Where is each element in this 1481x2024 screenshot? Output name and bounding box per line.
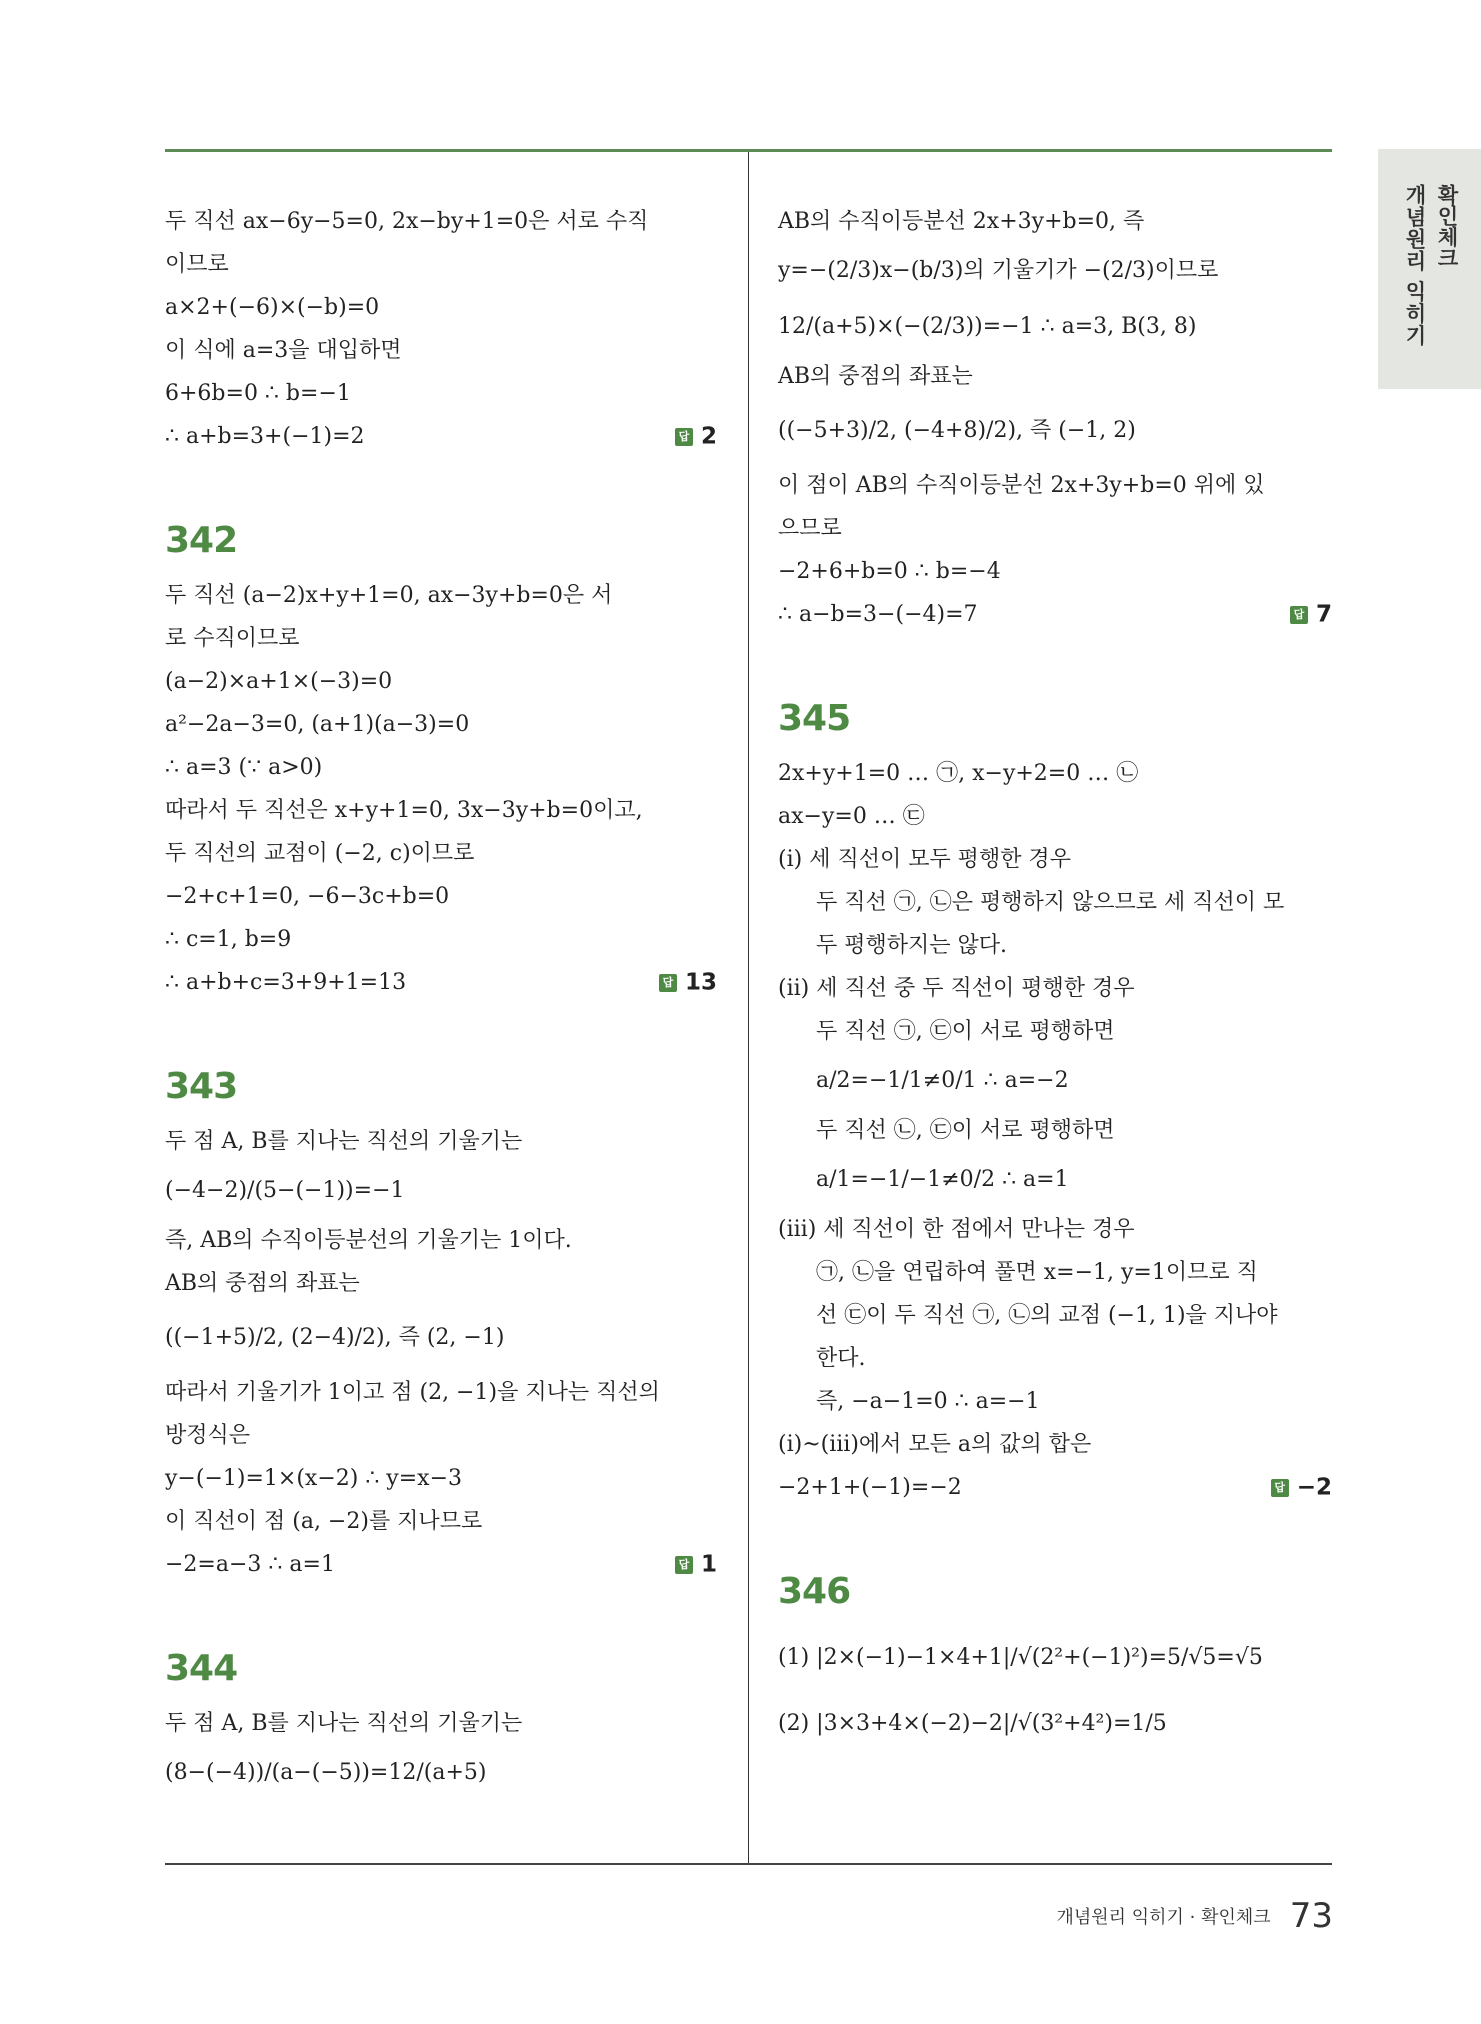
line-text: −2=a−3 ∴ a=1 — [165, 1552, 335, 1577]
solution-line — [778, 1152, 1332, 1208]
line-text: y=−(2/3)x−(b/3)의 기울기가 −(2/3)이므로 — [778, 258, 1219, 283]
line-text: 이 직선이 점 (a, −2)를 지나므로 — [165, 1509, 483, 1534]
side-tab — [1378, 149, 1481, 389]
solution-line — [165, 617, 717, 660]
section-gap — [165, 1586, 717, 1636]
solution-line — [165, 1262, 717, 1305]
solution-line — [165, 1219, 717, 1262]
solution-line — [778, 1625, 1332, 1691]
section-gap — [165, 1004, 717, 1054]
answer-mark-icon: 답 — [1271, 1479, 1289, 1497]
solution-line — [165, 574, 717, 617]
line-text: (a−2)×a+1×(−3)=0 — [165, 669, 393, 694]
solution-line — [165, 918, 717, 961]
section-gap — [778, 636, 1332, 686]
solution-line — [165, 832, 717, 875]
section-gap — [778, 1509, 1332, 1559]
solution-line — [778, 464, 1332, 507]
line-text: AB의 중점의 좌표는 — [165, 1271, 360, 1296]
line-text: −2+6+b=0 ∴ b=−4 — [778, 559, 1001, 584]
solution-line — [778, 1423, 1332, 1466]
solution-line — [778, 1691, 1332, 1757]
solution-line — [778, 200, 1332, 243]
solution-line — [778, 1208, 1332, 1251]
solution-line — [165, 200, 717, 243]
solution-line — [165, 1745, 717, 1801]
solution-line — [165, 875, 717, 918]
line-text: 344 — [165, 1648, 238, 1689]
line-text: 두 직선의 교점이 (−2, c)이므로 — [165, 841, 475, 866]
line-text: (1) |2×(−1)−1×4+1|/√(2²+(−1)²)=5/√5=√5 — [778, 1645, 1263, 1670]
solution-line — [165, 961, 717, 1004]
line-text: 두 직선 ㉠, ㉡은 평행하지 않으므로 세 직선이 모 — [816, 890, 1285, 915]
solution-line — [165, 1543, 717, 1586]
line-text: 두 직선 ㉡, ㉢이 서로 평행하면 — [816, 1118, 1115, 1143]
solution-line — [165, 1120, 717, 1163]
solution-line — [778, 550, 1332, 593]
line-text: −2+1+(−1)=−2 — [778, 1475, 962, 1500]
answer-value: 13 — [684, 969, 717, 996]
solution-line — [778, 1466, 1332, 1509]
answer-badge — [675, 415, 717, 459]
solution-line — [165, 372, 717, 415]
line-text: AB의 수직이등분선 2x+3y+b=0, 즉 — [778, 209, 1145, 234]
answer-badge — [675, 1543, 717, 1587]
line-text: 으므로 — [778, 516, 842, 541]
solution-line — [778, 593, 1332, 636]
solution-line — [778, 1251, 1332, 1294]
line-text: 즉, AB의 수직이등분선의 기울기는 1이다. — [165, 1228, 572, 1253]
problem-number — [165, 508, 717, 574]
bottom-rule — [165, 1863, 1332, 1865]
problem-number — [778, 686, 1332, 752]
line-text: ax−y=0 … ㉢ — [778, 804, 925, 829]
line-text: (ⅰ) 세 직선이 모두 평행한 경우 — [778, 847, 1071, 872]
solution-line — [165, 1371, 717, 1414]
problem-number — [165, 1636, 717, 1702]
line-text: 343 — [165, 1066, 238, 1107]
column-divider — [748, 152, 749, 1864]
line-text: ∴ a−b=3−(−4)=7 — [778, 602, 978, 627]
line-text: AB의 중점의 좌표는 — [778, 364, 973, 389]
footer-title: 개념원리 익히기 · 확인체크 — [1056, 1907, 1271, 1928]
solution-line — [778, 881, 1332, 924]
solution-line — [165, 1305, 717, 1371]
line-text: ∴ a=3 (∵ a>0) — [165, 755, 323, 780]
line-text: y−(−1)=1×(x−2) ∴ y=x−3 — [165, 1466, 463, 1491]
solution-line — [778, 1294, 1332, 1337]
line-text: a×2+(−6)×(−b)=0 — [165, 295, 380, 320]
line-text: 346 — [778, 1571, 851, 1612]
line-text: 이므로 — [165, 252, 229, 277]
line-text: (ⅱ) 세 직선 중 두 직선이 평행한 경우 — [778, 976, 1135, 1001]
solution-line — [165, 329, 717, 372]
right-column — [778, 200, 1332, 1757]
line-text: a²−2a−3=0, (a+1)(a−3)=0 — [165, 712, 470, 737]
line-text: ((−1+5)/2, (2−4)/2), 즉 (2, −1) — [165, 1325, 505, 1350]
line-text: (8−(−4))/(a−(−5))=12/(a+5) — [165, 1760, 487, 1785]
solution-line — [778, 1380, 1332, 1423]
solution-line — [778, 299, 1332, 355]
line-text: (2) |3×3+4×(−2)−2|/√(3²+4²)=1/5 — [778, 1711, 1167, 1736]
line-text: 이 식에 a=3을 대입하면 — [165, 338, 402, 363]
solution-line — [778, 507, 1332, 550]
solution-line — [165, 286, 717, 329]
solution-line — [778, 398, 1332, 464]
solution-line — [778, 1337, 1332, 1380]
line-text: 선 ㉢이 두 직선 ㉠, ㉡의 교점 (−1, 1)을 지나야 — [816, 1303, 1278, 1328]
solution-line — [778, 795, 1332, 838]
answer-value: 7 — [1315, 601, 1332, 628]
solution-line — [165, 1500, 717, 1543]
answer-mark-icon: 답 — [675, 428, 693, 446]
line-text: −2+c+1=0, −6−3c+b=0 — [165, 884, 450, 909]
line-text: 방정식은 — [165, 1423, 251, 1448]
answer-badge — [1271, 1466, 1332, 1510]
solution-line — [778, 355, 1332, 398]
side-tab-title: 확인체크 — [1435, 184, 1459, 268]
line-text: 두 점 A, B를 지나는 직선의 기울기는 — [165, 1711, 523, 1736]
solution-line — [778, 752, 1332, 795]
answer-mark-icon: 답 — [675, 1556, 693, 1574]
solution-line — [165, 746, 717, 789]
answer-mark-icon: 답 — [1290, 606, 1308, 624]
line-text: 두 평행하지는 않다. — [816, 933, 1007, 958]
line-text: 두 직선 (a−2)x+y+1=0, ax−3y+b=0은 서 — [165, 583, 613, 608]
solution-line — [165, 703, 717, 746]
answer-badge — [659, 961, 717, 1005]
line-text: 이 점이 AB의 수직이등분선 2x+3y+b=0 위에 있 — [778, 473, 1265, 498]
solution-line — [165, 1702, 717, 1745]
solution-line — [165, 660, 717, 703]
solution-line — [778, 1010, 1332, 1053]
line-text: 따라서 기울기가 1이고 점 (2, −1)을 지나는 직선의 — [165, 1380, 660, 1405]
section-gap — [165, 458, 717, 508]
page-number: 73 — [1289, 1896, 1333, 1936]
answer-value: 1 — [700, 1551, 717, 1578]
solution-line — [165, 1414, 717, 1457]
solution-line — [778, 1109, 1332, 1152]
page-footer — [1056, 1896, 1333, 1936]
line-text: 342 — [165, 520, 238, 561]
left-column — [165, 200, 717, 1801]
problem-number — [778, 1559, 1332, 1625]
line-text: ∴ c=1, b=9 — [165, 927, 292, 952]
solution-line — [778, 243, 1332, 299]
solution-line — [165, 243, 717, 286]
line-text: ㉠, ㉡을 연립하여 풀면 x=−1, y=1이므로 직 — [816, 1260, 1258, 1285]
solution-line — [778, 967, 1332, 1010]
line-text: (−4−2)/(5−(−1))=−1 — [165, 1178, 405, 1203]
line-text: 12/(a+5)×(−(2/3))=−1 ∴ a=3, B(3, 8) — [778, 314, 1197, 339]
answer-value: 2 — [700, 423, 717, 450]
line-text: (ⅰ)~(ⅲ)에서 모든 a의 값의 합은 — [778, 1432, 1092, 1457]
solution-line — [778, 838, 1332, 881]
line-text: 345 — [778, 698, 851, 739]
line-text: 6+6b=0 ∴ b=−1 — [165, 381, 351, 406]
line-text: a/1=−1/−1≠0/2 ∴ a=1 — [816, 1167, 1069, 1192]
solution-line — [165, 1457, 717, 1500]
line-text: 두 점 A, B를 지나는 직선의 기울기는 — [165, 1129, 523, 1154]
answer-badge — [1290, 593, 1332, 637]
side-tab-subtitle: 개념원리 익히기 — [1403, 184, 1427, 347]
solution-line — [165, 415, 717, 458]
line-text: ∴ a+b+c=3+9+1=13 — [165, 970, 407, 995]
line-text: 2x+y+1=0 … ㉠, x−y+2=0 … ㉡ — [778, 761, 1139, 786]
line-text: 두 직선 ax−6y−5=0, 2x−by+1=0은 서로 수직 — [165, 209, 649, 234]
line-text: 로 수직이므로 — [165, 626, 300, 651]
line-text: a/2=−1/1≠0/1 ∴ a=−2 — [816, 1068, 1069, 1093]
solution-line — [165, 789, 717, 832]
solution-line — [778, 1053, 1332, 1109]
line-text: (ⅲ) 세 직선이 한 점에서 만나는 경우 — [778, 1217, 1135, 1242]
solution-line — [778, 924, 1332, 967]
line-text: ((−5+3)/2, (−4+8)/2), 즉 (−1, 2) — [778, 418, 1136, 443]
line-text: 두 직선 ㉠, ㉢이 서로 평행하면 — [816, 1019, 1115, 1044]
line-text: 따라서 두 직선은 x+y+1=0, 3x−3y+b=0이고, — [165, 798, 643, 823]
line-text: ∴ a+b=3+(−1)=2 — [165, 424, 365, 449]
line-text: 즉, −a−1=0 ∴ a=−1 — [816, 1389, 1040, 1414]
problem-number — [165, 1054, 717, 1120]
answer-mark-icon: 답 — [659, 974, 677, 992]
line-text: 한다. — [816, 1346, 866, 1371]
solution-line — [165, 1163, 717, 1219]
answer-value: −2 — [1296, 1474, 1332, 1501]
